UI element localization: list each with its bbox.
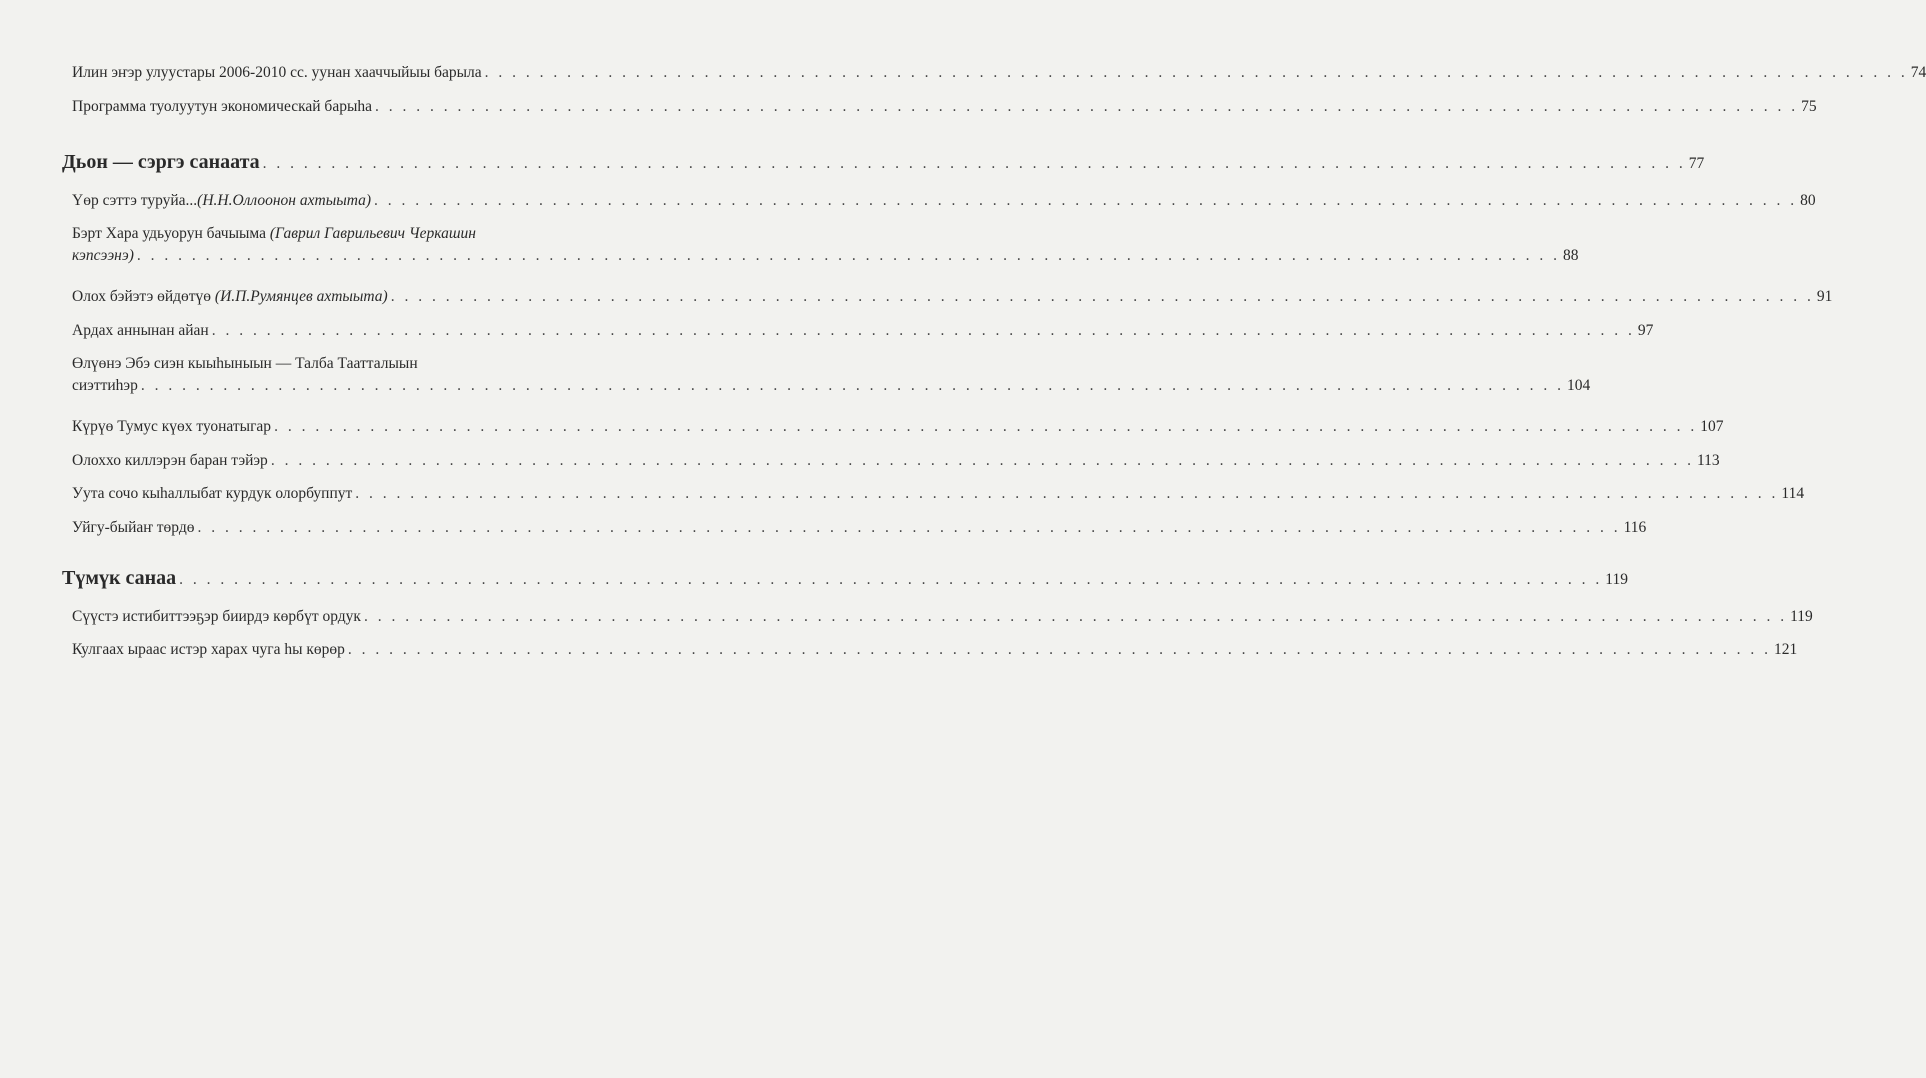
toc-entry-page: 77 (1688, 155, 1705, 172)
leader-dots (260, 151, 1689, 177)
leader-dots (176, 567, 1605, 593)
toc-entry[interactable] (72, 190, 1816, 212)
leader-dots (138, 375, 1567, 397)
leader-dots (372, 96, 1801, 118)
toc-entry-page: 80 (1800, 192, 1816, 209)
toc-entry[interactable] (72, 606, 1813, 628)
toc-entry-title: Сүүстэ истибиттээҕэр биирдэ көрбүт ордук (72, 608, 361, 625)
toc-entry-page: 91 (1816, 288, 1833, 305)
toc-entry-page: 119 (1605, 571, 1628, 588)
toc-entry-author: (Н.Н.Оллоонон ахтыыта) (197, 192, 371, 209)
toc-entry[interactable] (72, 286, 1833, 308)
toc-entry-page: 113 (1696, 452, 1720, 469)
toc-entry-page: 114 (1781, 485, 1805, 502)
toc-entry[interactable] (72, 416, 1724, 438)
leader-dots (361, 606, 1790, 628)
toc-entry-title: Программа туолуутун экономическай барыһа (72, 98, 372, 115)
toc-entry-title: Бэрт Хара удьуорун бачыыма (72, 225, 270, 242)
toc-entry[interactable] (72, 353, 1591, 397)
leader-dots (345, 639, 1774, 661)
leader-dots (194, 517, 1623, 539)
toc-entry-title: Күрүө Тумус күөх туонатыгар (72, 418, 272, 435)
toc-entry-title: Кулгаах ыраас истэр харах чуга һы көрөр (72, 641, 345, 658)
toc-section-title: Түмүк санаа (62, 567, 177, 589)
toc-entry[interactable] (72, 320, 1654, 342)
toc-entry[interactable] (72, 517, 1647, 539)
toc-entry-page: 121 (1774, 641, 1798, 658)
toc-entry-title: Ардах аннынан айан (72, 322, 209, 339)
toc-entry-title: Өлүөнэ Эбэ сиэн кыыһыныын — Талба Таатталыын (72, 355, 418, 372)
leader-dots (271, 416, 1700, 438)
toc-entry-page: 97 (1637, 322, 1654, 339)
toc-entry[interactable] (72, 96, 1817, 118)
toc-entry[interactable] (72, 62, 1926, 84)
toc-entry-title: Олоххо киллэрэн баран тэйэр (72, 452, 268, 469)
toc-entry-page: 74 (1910, 64, 1926, 81)
toc-entry-page: 75 (1801, 98, 1817, 115)
toc-section-title: Дьон — сэргэ санаата (62, 151, 260, 173)
toc-entry-title-continued: сиэттиһэр (72, 377, 138, 394)
toc-entry-page: 88 (1563, 247, 1579, 264)
toc-entry[interactable] (72, 639, 1798, 661)
leader-dots (352, 483, 1781, 505)
leader-dots (388, 286, 1817, 308)
toc-entry-author: (И.П.Румянцев ахтыыта) (214, 288, 388, 305)
leader-dots (134, 245, 1563, 267)
toc-entry-title: Илин эҥэр улуустары 2006-2010 сс. уунан хааччыйыы барыла (72, 64, 482, 81)
toc-entry-title: Уута сочо кыһаллыбат курдук олорбуппут (72, 485, 353, 502)
leader-dots (371, 190, 1800, 212)
toc-entry-page: 104 (1566, 377, 1591, 394)
toc-entry-title: Олох бэйэтэ өйдөтүө (72, 288, 215, 305)
toc-section-heading[interactable] (62, 565, 1628, 593)
toc-entry[interactable] (72, 450, 1720, 472)
toc-entry-page: 107 (1700, 418, 1724, 435)
toc-entry-author-continued: кэпсээнэ) (72, 247, 134, 264)
toc-entry-page: 116 (1623, 519, 1647, 536)
toc-entry-author: (Гаврил Гаврильевич Черкашин (269, 225, 476, 242)
toc-section-heading[interactable] (62, 149, 1705, 177)
leader-dots (268, 450, 1697, 472)
toc-entry-page: 119 (1790, 608, 1813, 625)
toc-entry[interactable] (72, 483, 1805, 505)
leader-dots (209, 320, 1638, 342)
toc-entry-title: Үөр сэттэ туруйа... (72, 192, 198, 209)
toc-entry-title: Уйгу-быйаҥ төрдө (72, 519, 195, 536)
toc-entry[interactable] (72, 223, 1579, 267)
leader-dots (482, 62, 1911, 84)
